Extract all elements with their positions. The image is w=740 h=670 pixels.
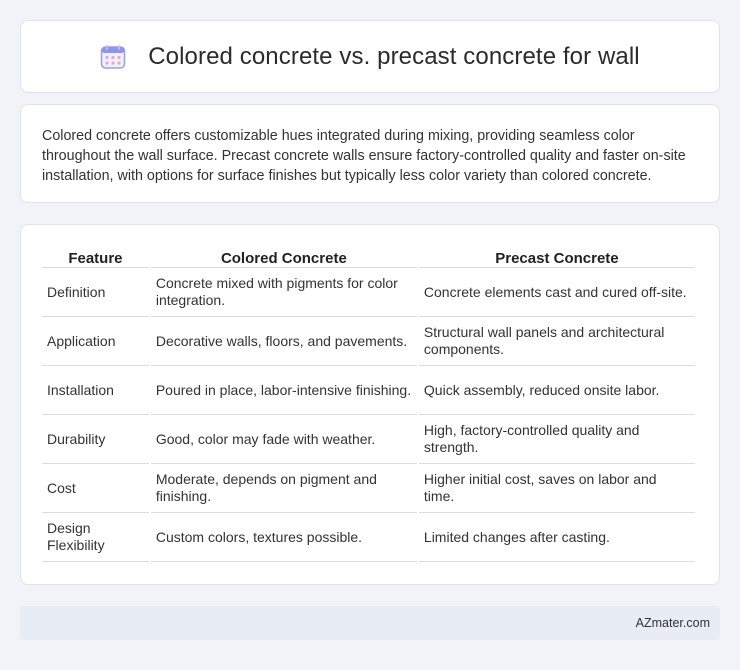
- table-row: [42, 366, 695, 415]
- comparison-table-card: [20, 224, 720, 585]
- feature-cell: Installation: [42, 366, 149, 415]
- precast-cell: Limited changes after casting.: [419, 513, 695, 562]
- comparison-table: [40, 246, 697, 562]
- colored-cell: Poured in place, labor-intensive finishing.: [151, 366, 417, 415]
- precast-cell: High, factory-controlled quality and strength.: [419, 415, 695, 464]
- precast-cell: Higher initial cost, saves on labor and time.: [419, 464, 695, 513]
- colored-cell: Moderate, depends on pigment and finishing.: [151, 464, 417, 513]
- feature-cell: Design Flexibility: [42, 513, 149, 562]
- table-row: [42, 513, 695, 562]
- summary-text: Colored concrete offers customizable hues integrated during mixing, providing seamless color throughout the wall surface. Precast concrete walls ensure factory-controlled quality and faster on-site installation, with options for surface finishes but typically less color variety than colored concrete.: [42, 128, 686, 184]
- colored-cell: Concrete mixed with pigments for color integration.: [151, 268, 417, 317]
- precast-cell: Concrete elements cast and cured off-site.: [419, 268, 695, 317]
- page-title: Colored concrete vs. precast concrete for wall: [148, 42, 640, 70]
- colored-cell: Decorative walls, floors, and pavements.: [151, 317, 417, 366]
- table-row: [42, 464, 695, 513]
- feature-cell: Application: [42, 317, 149, 366]
- table-header-row: [42, 246, 695, 268]
- colored-cell: Custom colors, textures possible.: [151, 513, 417, 562]
- feature-cell: Durability: [42, 415, 149, 464]
- header-precast-concrete: Precast Concrete: [419, 246, 695, 268]
- footer-site-link[interactable]: AZmater.com: [635, 616, 710, 630]
- footer: [20, 606, 720, 640]
- title-card: [20, 20, 720, 93]
- precast-cell: Structural wall panels and architectural components.: [419, 317, 695, 366]
- colored-cell: Good, color may fade with weather.: [151, 415, 417, 464]
- header-feature: Feature: [42, 246, 149, 268]
- table-row: [42, 415, 695, 464]
- calendar-icon: [100, 44, 126, 70]
- header-colored-concrete: Colored Concrete: [151, 246, 417, 268]
- table-row: [42, 317, 695, 366]
- summary-card: [20, 104, 720, 203]
- feature-cell: Definition: [42, 268, 149, 317]
- feature-cell: Cost: [42, 464, 149, 513]
- precast-cell: Quick assembly, reduced onsite labor.: [419, 366, 695, 415]
- table-row: [42, 268, 695, 317]
